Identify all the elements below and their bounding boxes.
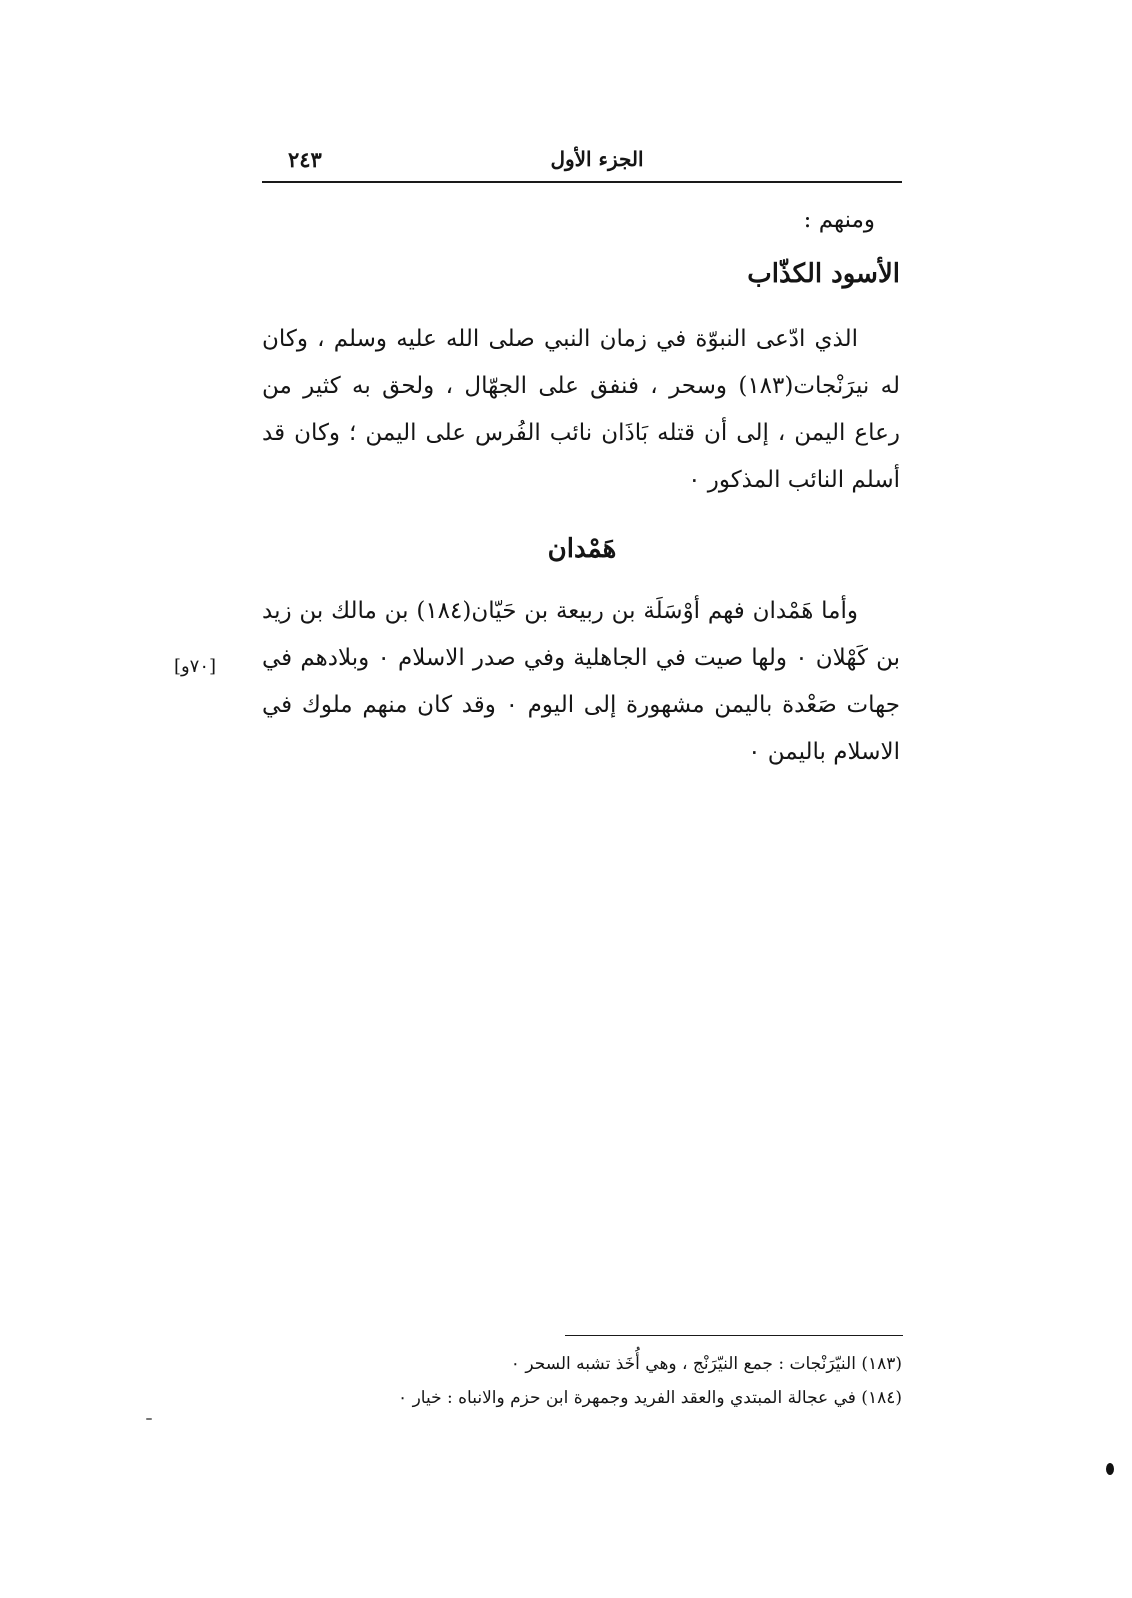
footnote-183: (١٨٣) النيّرَنْجات : جمع النيّرَنْج ، وهي أُخَذ تشبه السحر ٠ [510, 1354, 902, 1374]
paragraph-aswad-text: الذي ادّعى النبوّة في زمان النبي صلى الله عليه وسلم ، وكان له نيرَنْجات(١٨٣) وسحر ، فنفق على الجهّال ، ولحق به كثير من رعاع اليمن ، إلى أن قتله بَاذَان نائب الفُرس على اليمن ؛ وكان قد أسلم النائب المذكور ٠ [262, 326, 900, 493]
footnote-rule [565, 1335, 903, 1336]
running-title: الجزء الأول [550, 147, 644, 171]
intro-label: ومنهم : [803, 207, 875, 233]
header-rule [262, 181, 902, 183]
footnotes [262, 1347, 902, 1415]
scan-mark [146, 1418, 152, 1420]
running-header [262, 145, 902, 181]
section-heading-hamdan: هَمْدان [547, 534, 617, 564]
paragraph-aswad [262, 316, 900, 504]
footnote-184: (١٨٤) في عجالة المبتدي والعقد الفريد وجمهرة ابن حزم والانباه : خيار ٠ [398, 1388, 902, 1408]
paragraph-hamdan [262, 588, 900, 776]
section-heading-aswad: الأسود الكذّاب [747, 259, 900, 289]
page-number: ٢٤٣ [288, 147, 322, 172]
folio-margin-note: [٧٠و] [173, 656, 217, 677]
scan-speck [1106, 1463, 1114, 1475]
paragraph-hamdan-text: وأما هَمْدان فهم أوْسَلَة بن ربيعة بن حَيّان(١٨٤) بن مالك بن زيد بن كَهْلان ٠ ولها صيت في الجاهلية وفي صدر الاسلام ٠ وبلادهم في جهات صَعْدة باليمن مشهورة إلى اليوم ٠ وقد كان منهم ملوك في الاسلام باليمن ٠ [262, 598, 901, 765]
